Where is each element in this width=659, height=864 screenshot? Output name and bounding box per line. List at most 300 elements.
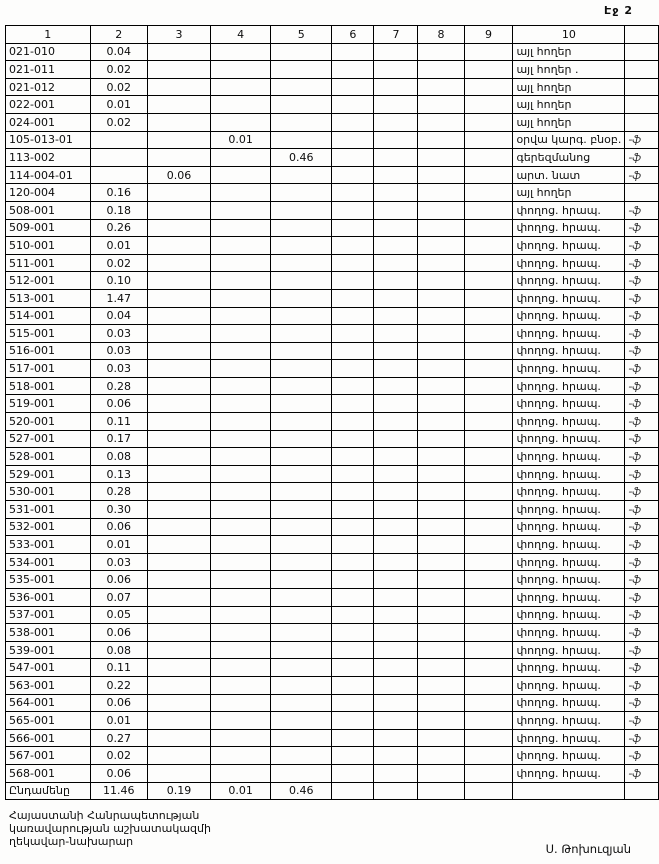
margin-mark: -ֆ <box>625 307 659 325</box>
value-cell <box>332 113 374 131</box>
category-cell: փողոց. հրապ. <box>513 624 625 642</box>
value-cell <box>464 641 513 659</box>
value-cell <box>148 536 211 554</box>
category-cell: փողոց. հրապ. <box>513 219 625 237</box>
table-row <box>6 729 659 747</box>
value-cell <box>332 342 374 360</box>
value-cell: 1.47 <box>90 289 147 307</box>
category-cell: այլ հողեր . <box>513 61 625 79</box>
margin-mark: -ֆ <box>625 571 659 589</box>
value-cell <box>271 589 332 607</box>
table-row <box>6 676 659 694</box>
value-cell <box>271 659 332 677</box>
code-cell: 536-001 <box>6 589 91 607</box>
value-cell <box>332 219 374 237</box>
value-cell <box>418 536 464 554</box>
value-cell <box>211 201 271 219</box>
value-cell <box>148 659 211 677</box>
value-cell <box>418 764 464 782</box>
margin-mark <box>625 782 659 800</box>
margin-mark: -ֆ <box>625 254 659 272</box>
value-cell <box>374 536 418 554</box>
table-row <box>6 166 659 184</box>
value-cell <box>374 764 418 782</box>
code-cell: 113-002 <box>6 149 91 167</box>
code-cell: 510-001 <box>6 237 91 255</box>
value-cell: 0.28 <box>90 483 147 501</box>
value-cell <box>374 430 418 448</box>
value-cell: 0.30 <box>90 501 147 519</box>
value-cell <box>418 483 464 501</box>
value-cell <box>374 694 418 712</box>
code-cell: 114-004-01 <box>6 166 91 184</box>
value-cell <box>332 694 374 712</box>
table-row <box>6 624 659 642</box>
margin-mark <box>625 61 659 79</box>
value-cell: 0.03 <box>90 325 147 343</box>
value-cell <box>464 307 513 325</box>
table-row <box>6 325 659 343</box>
table-row <box>6 219 659 237</box>
value-cell <box>332 61 374 79</box>
value-cell <box>332 501 374 519</box>
value-cell <box>332 659 374 677</box>
value-cell <box>464 536 513 554</box>
value-cell <box>148 377 211 395</box>
value-cell: 0.06 <box>90 694 147 712</box>
value-cell <box>374 113 418 131</box>
value-cell <box>418 219 464 237</box>
code-cell: 566-001 <box>6 729 91 747</box>
category-cell: փողոց. հրապ. <box>513 571 625 589</box>
value-cell <box>374 307 418 325</box>
code-cell: 539-001 <box>6 641 91 659</box>
value-cell: 0.02 <box>90 254 147 272</box>
value-cell <box>464 131 513 149</box>
table-row <box>6 395 659 413</box>
category-cell: փողոց. հրապ. <box>513 483 625 501</box>
value-cell <box>374 131 418 149</box>
table-row <box>6 149 659 167</box>
column-header: 7 <box>374 26 418 44</box>
margin-mark: -ֆ <box>625 694 659 712</box>
value-cell: 0.06 <box>90 395 147 413</box>
value-cell <box>211 589 271 607</box>
value-cell <box>148 501 211 519</box>
code-cell: 534-001 <box>6 553 91 571</box>
value-cell: 0.27 <box>90 729 147 747</box>
table-row <box>6 659 659 677</box>
value-cell: 0.46 <box>271 782 332 800</box>
category-cell: այլ հողեր <box>513 78 625 96</box>
value-cell <box>271 237 332 255</box>
code-cell: 567-001 <box>6 747 91 765</box>
code-cell: 563-001 <box>6 676 91 694</box>
table-row <box>6 483 659 501</box>
value-cell <box>211 342 271 360</box>
table-row <box>6 78 659 96</box>
value-cell <box>90 149 147 167</box>
value-cell <box>211 237 271 255</box>
value-cell <box>271 201 332 219</box>
value-cell <box>464 289 513 307</box>
category-cell: այլ հողեր <box>513 43 625 61</box>
code-cell: 105-013-01 <box>6 131 91 149</box>
value-cell <box>211 747 271 765</box>
table-row <box>6 272 659 290</box>
value-cell <box>418 96 464 114</box>
margin-mark <box>625 113 659 131</box>
value-cell: 0.01 <box>211 782 271 800</box>
value-cell <box>374 641 418 659</box>
value-cell <box>332 606 374 624</box>
value-cell: 0.06 <box>90 624 147 642</box>
value-cell <box>148 448 211 466</box>
value-cell <box>464 676 513 694</box>
category-cell: այլ հողեր <box>513 113 625 131</box>
category-cell: փողոց. հրապ. <box>513 307 625 325</box>
value-cell <box>211 289 271 307</box>
table-row <box>6 61 659 79</box>
value-cell <box>418 131 464 149</box>
value-cell <box>418 729 464 747</box>
code-cell: 513-001 <box>6 289 91 307</box>
value-cell: 0.06 <box>148 166 211 184</box>
value-cell <box>418 747 464 765</box>
value-cell: 0.03 <box>90 342 147 360</box>
value-cell <box>211 149 271 167</box>
value-cell <box>418 113 464 131</box>
value-cell <box>271 465 332 483</box>
value-cell <box>374 149 418 167</box>
value-cell <box>464 782 513 800</box>
value-cell <box>148 413 211 431</box>
value-cell <box>332 96 374 114</box>
value-cell <box>271 501 332 519</box>
value-cell <box>464 430 513 448</box>
value-cell <box>332 184 374 202</box>
value-cell <box>332 483 374 501</box>
margin-mark: -ֆ <box>625 131 659 149</box>
value-cell <box>418 289 464 307</box>
category-cell: փողոց. հրապ. <box>513 659 625 677</box>
table-row <box>6 465 659 483</box>
value-cell: 0.03 <box>90 553 147 571</box>
value-cell <box>271 553 332 571</box>
value-cell: 0.06 <box>90 518 147 536</box>
column-header: 6 <box>332 26 374 44</box>
code-cell: 512-001 <box>6 272 91 290</box>
value-cell <box>148 342 211 360</box>
value-cell <box>374 43 418 61</box>
value-cell <box>464 166 513 184</box>
value-cell <box>332 624 374 642</box>
value-cell <box>211 465 271 483</box>
value-cell <box>211 606 271 624</box>
value-cell <box>332 536 374 554</box>
category-cell: փողոց. հրապ. <box>513 448 625 466</box>
value-cell <box>464 694 513 712</box>
code-cell: 547-001 <box>6 659 91 677</box>
value-cell <box>148 624 211 642</box>
value-cell <box>148 764 211 782</box>
table-row <box>6 501 659 519</box>
value-cell <box>271 764 332 782</box>
value-cell <box>464 201 513 219</box>
category-cell: փողոց. հրապ. <box>513 641 625 659</box>
value-cell <box>374 184 418 202</box>
table-row <box>6 96 659 114</box>
table-row <box>6 377 659 395</box>
code-cell: 515-001 <box>6 325 91 343</box>
value-cell <box>271 483 332 501</box>
value-cell <box>211 764 271 782</box>
category-cell: փողոց. հրապ. <box>513 272 625 290</box>
value-cell <box>271 413 332 431</box>
value-cell <box>374 676 418 694</box>
margin-mark: -ֆ <box>625 641 659 659</box>
column-header: 8 <box>418 26 464 44</box>
value-cell <box>332 289 374 307</box>
value-cell: 0.46 <box>271 149 332 167</box>
code-cell: 514-001 <box>6 307 91 325</box>
footer-line-3: ղեկավար-նախարար <box>9 835 134 848</box>
value-cell <box>332 307 374 325</box>
value-cell <box>211 641 271 659</box>
value-cell <box>418 694 464 712</box>
value-cell <box>332 149 374 167</box>
value-cell <box>418 659 464 677</box>
margin-mark: -ֆ <box>625 465 659 483</box>
value-cell <box>418 782 464 800</box>
value-cell: 0.06 <box>90 571 147 589</box>
value-cell <box>211 624 271 642</box>
margin-mark: -ֆ <box>625 501 659 519</box>
code-cell: 537-001 <box>6 606 91 624</box>
category-cell: փողոց. հրապ. <box>513 712 625 730</box>
value-cell <box>271 430 332 448</box>
code-cell: 021-011 <box>6 61 91 79</box>
category-cell: փողոց. հրապ. <box>513 237 625 255</box>
value-cell <box>418 624 464 642</box>
code-cell: 508-001 <box>6 201 91 219</box>
value-cell <box>374 78 418 96</box>
value-cell <box>211 501 271 519</box>
value-cell <box>271 606 332 624</box>
value-cell <box>464 61 513 79</box>
table-row <box>6 113 659 131</box>
value-cell <box>374 237 418 255</box>
value-cell <box>271 61 332 79</box>
margin-mark-header <box>625 26 659 44</box>
value-cell <box>148 254 211 272</box>
value-cell <box>271 536 332 554</box>
value-cell <box>374 289 418 307</box>
column-header: 3 <box>148 26 211 44</box>
value-cell <box>211 78 271 96</box>
value-cell <box>271 96 332 114</box>
value-cell <box>418 166 464 184</box>
value-cell <box>418 237 464 255</box>
value-cell <box>374 272 418 290</box>
value-cell <box>418 553 464 571</box>
value-cell <box>418 307 464 325</box>
value-cell <box>332 747 374 765</box>
table-row <box>6 764 659 782</box>
code-cell: 021-012 <box>6 78 91 96</box>
value-cell <box>271 289 332 307</box>
value-cell <box>211 360 271 378</box>
value-cell <box>464 518 513 536</box>
value-cell <box>374 659 418 677</box>
value-cell <box>374 729 418 747</box>
value-cell <box>464 747 513 765</box>
value-cell <box>332 764 374 782</box>
value-cell <box>464 483 513 501</box>
value-cell <box>418 377 464 395</box>
table-row <box>6 641 659 659</box>
table-row <box>6 131 659 149</box>
margin-mark: -ֆ <box>625 289 659 307</box>
value-cell: 0.22 <box>90 676 147 694</box>
total-row <box>6 782 659 800</box>
value-cell <box>148 96 211 114</box>
category-cell: օրվա կարգ. բնօբ. <box>513 131 625 149</box>
value-cell <box>271 694 332 712</box>
margin-mark <box>625 184 659 202</box>
table-row <box>6 747 659 765</box>
value-cell <box>148 747 211 765</box>
value-cell <box>148 395 211 413</box>
table-row <box>6 413 659 431</box>
margin-mark: -ֆ <box>625 395 659 413</box>
category-cell: փողոց. հրապ. <box>513 536 625 554</box>
category-cell: արտ. նատ <box>513 166 625 184</box>
margin-mark: -ֆ <box>625 325 659 343</box>
margin-mark: -ֆ <box>625 536 659 554</box>
value-cell <box>418 342 464 360</box>
value-cell: 0.01 <box>90 96 147 114</box>
value-cell: 0.10 <box>90 272 147 290</box>
table-row <box>6 589 659 607</box>
page-number: Էջ 2 <box>604 4 633 17</box>
value-cell <box>374 448 418 466</box>
footer-line-2: կառավարության աշխատակազմի <box>9 822 211 835</box>
value-cell: 0.28 <box>90 377 147 395</box>
value-cell <box>374 589 418 607</box>
code-cell: 120-004 <box>6 184 91 202</box>
value-cell <box>148 325 211 343</box>
value-cell <box>211 518 271 536</box>
main-table <box>5 25 659 800</box>
value-cell <box>374 325 418 343</box>
value-cell <box>332 131 374 149</box>
value-cell <box>464 43 513 61</box>
footer-block <box>9 809 211 848</box>
code-cell: 516-001 <box>6 342 91 360</box>
value-cell <box>271 184 332 202</box>
value-cell <box>332 377 374 395</box>
value-cell <box>464 571 513 589</box>
value-cell <box>271 272 332 290</box>
value-cell <box>464 413 513 431</box>
value-cell <box>148 219 211 237</box>
value-cell <box>211 395 271 413</box>
footer-line-1: Հայաստանի Հանրապետության <box>9 809 200 822</box>
value-cell <box>211 659 271 677</box>
table-row <box>6 553 659 571</box>
value-cell: 0.17 <box>90 430 147 448</box>
category-cell: փողոց. հրապ. <box>513 360 625 378</box>
value-cell <box>148 518 211 536</box>
value-cell <box>374 96 418 114</box>
value-cell <box>211 553 271 571</box>
value-cell <box>90 166 147 184</box>
value-cell: 0.02 <box>90 747 147 765</box>
table-row <box>6 606 659 624</box>
value-cell <box>271 448 332 466</box>
value-cell <box>148 465 211 483</box>
value-cell <box>464 78 513 96</box>
value-cell <box>332 166 374 184</box>
value-cell <box>271 571 332 589</box>
category-cell <box>513 782 625 800</box>
value-cell <box>332 254 374 272</box>
category-cell: փողոց. հրապ. <box>513 395 625 413</box>
value-cell <box>148 113 211 131</box>
margin-mark: -ֆ <box>625 166 659 184</box>
column-header: 2 <box>90 26 147 44</box>
value-cell <box>374 624 418 642</box>
value-cell <box>374 413 418 431</box>
value-cell <box>374 501 418 519</box>
value-cell <box>464 96 513 114</box>
value-cell <box>211 729 271 747</box>
category-cell: փողոց. հրապ. <box>513 430 625 448</box>
value-cell <box>332 553 374 571</box>
category-cell: փողոց. հրապ. <box>513 501 625 519</box>
category-cell: փողոց. հրապ. <box>513 254 625 272</box>
margin-mark: -ֆ <box>625 237 659 255</box>
value-cell <box>418 712 464 730</box>
value-cell <box>211 307 271 325</box>
margin-mark <box>625 43 659 61</box>
value-cell <box>148 589 211 607</box>
code-cell: 024-001 <box>6 113 91 131</box>
margin-mark: -ֆ <box>625 483 659 501</box>
margin-mark: -ֆ <box>625 712 659 730</box>
value-cell <box>374 395 418 413</box>
value-cell <box>464 501 513 519</box>
value-cell <box>211 536 271 554</box>
value-cell <box>418 465 464 483</box>
value-cell <box>374 606 418 624</box>
code-cell: 511-001 <box>6 254 91 272</box>
value-cell <box>464 764 513 782</box>
table-row <box>6 184 659 202</box>
category-cell: փողոց. հրապ. <box>513 606 625 624</box>
value-cell <box>148 606 211 624</box>
column-header: 4 <box>211 26 271 44</box>
value-cell <box>332 465 374 483</box>
value-cell <box>271 624 332 642</box>
value-cell <box>464 342 513 360</box>
signature-name: Ս. Թոխուզյան <box>545 842 631 856</box>
value-cell <box>418 606 464 624</box>
value-cell <box>271 43 332 61</box>
value-cell <box>148 641 211 659</box>
category-cell: փողոց. հրապ. <box>513 694 625 712</box>
